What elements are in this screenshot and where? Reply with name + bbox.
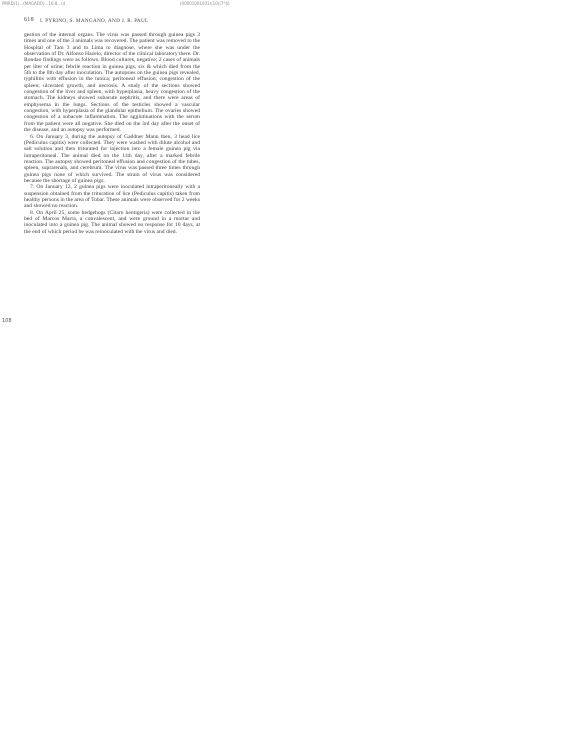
paragraph: 7. On January 12, 2 guinea pigs were inoculated intraperitoneally with a suspension obtained from the trituration of lice (Pediculus capitis) taken from healthy persons in the area of Tobar. These animals were observed for 2 weeks and showed no reaction. bbox=[24, 184, 200, 210]
document-page bbox=[24, 17, 200, 235]
file-header bbox=[2, 1, 575, 9]
body-text bbox=[24, 32, 200, 235]
paragraph: 8. On April 25, some hedgehogs (Citarn hentigeris) were collected in the bed of Marcos Marra, a convalescent, and were ground in a mortar and inoculated into a guinea pig. The animal showed no response for 10 days, at the end of which period he was reinoculated with the virus and died. bbox=[24, 209, 200, 235]
side-mark: 108 bbox=[2, 318, 12, 324]
file-header-left: PMRD(1)...(MAGADO)...10-8...(4 bbox=[2, 1, 66, 6]
paragraph: gestion of the internal organs. The virus was passed through guinea pigs 3 times and one of the 3 animals was recovered. The patient was removed to the Hospital of Tam 3 and to Lima to diagnose, where she was under the observation of Dr. Alfonso Hazelo, director of the clinical laboratory there. Dr. Rondao findings were as follows. Blood cultures, negative; 2 cases of animals per liter of urine; febrile reaction in guinea pigs, six & which died from the 5th to the 8th day after inoculation. The autopsies on the guinea pigs revealed, typhilitis with effusion in the tunica; peritoneal effusion; congestion of the spleen; ulcerated growth, and necrosis. A study of the sections showed congestion of the liver and spleen, with hyperplasia, heavy congestion of the stomach. The kidneys showed subacute nephritis, and there were areas of emphysema in the lungs. Sections of the testicles showed a vascular congestion, with hyperplasia of the glandular epithelium. The ovaries showed congestion of a subacute inflammation. The agglutinations with the serum from the patient were all negative. She died on the 3rd day after the onset of the disease, and an autopsy was performed. bbox=[24, 32, 200, 134]
running-head-authors: I. PYRINO, S. MANGANO, AND J. R. PAUL bbox=[40, 18, 149, 24]
paragraph: 6. On January 3, during the autopsy of Gaddner Mann then, 3 head lice (Pediculus capitis) were collected. They were washed with dilute alcohol and salt solution and then triturated for injection into a female guinea pig via intraperitoneal. The animal died on the 11th day, after a marked febrile reaction. The autopsy showed peritoneal effusion and congestion of the tubes, spleen, suprarenals, and cerebrum. The virus was passed three times through guinea pigs none of which survived. The strain of virus was considered because the shortage of guinea pigs. bbox=[24, 133, 200, 184]
running-head bbox=[24, 17, 200, 27]
page-number: 618 bbox=[24, 17, 34, 23]
file-header-right: (00001001001)(10)(7*4) bbox=[180, 1, 230, 6]
